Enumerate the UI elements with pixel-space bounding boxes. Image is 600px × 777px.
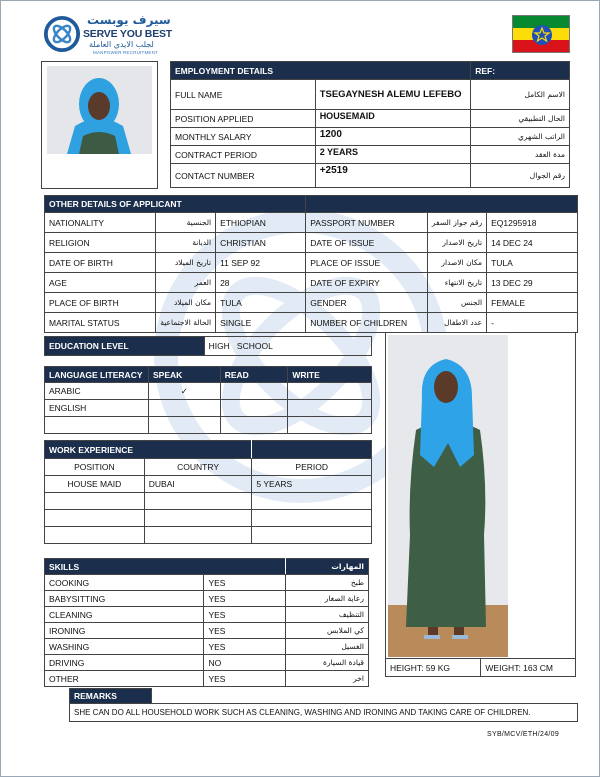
nationality-label: NATIONALITY xyxy=(45,213,156,233)
skill-arabic-name: كي الملابس xyxy=(286,623,369,639)
remarks-header-spacer xyxy=(151,689,577,704)
period-column-header: PERIOD xyxy=(252,459,372,476)
speak-value xyxy=(148,417,220,434)
other-details-header-fill xyxy=(306,196,578,213)
flag-emblem-icon xyxy=(532,25,552,45)
religion-arabic-label: الديانة xyxy=(156,233,216,253)
read-value xyxy=(220,400,288,417)
speak-check-icon: ✓ xyxy=(148,383,220,400)
marital-status-value: SINGLE xyxy=(216,313,306,333)
place-of-issue-arabic-label: مكان الاصدار xyxy=(427,253,486,273)
position-applied-arabic-label: الحال التطبيقي xyxy=(471,110,570,128)
place-of-birth-value: TULA xyxy=(216,293,306,313)
skill-value: YES xyxy=(204,671,286,687)
passport-number-arabic-label: رقم جواز السفر xyxy=(427,213,486,233)
work-position xyxy=(45,493,145,510)
work-position: HOUSE MAID xyxy=(45,476,145,493)
skill-arabic-name: رعاية الصغار xyxy=(286,591,369,607)
work-experience-header-fill xyxy=(252,441,372,459)
date-of-birth-value: 11 SEP 92 xyxy=(216,253,306,273)
skill-name: WASHING xyxy=(45,639,204,655)
skill-name: COOKING xyxy=(45,575,204,591)
contact-number-value: +2519 xyxy=(315,164,471,188)
position-applied-value: HOUSEMAID xyxy=(315,110,471,128)
other-details-header: OTHER DETAILS OF APPLICANT xyxy=(45,196,306,213)
other-details-table xyxy=(44,195,578,333)
skills-arabic-header: المهارات xyxy=(286,559,369,575)
skill-arabic-name: طبخ xyxy=(286,575,369,591)
date-of-issue-value: 14 DEC 24 xyxy=(487,233,578,253)
nationality-value: ETHIOPIAN xyxy=(216,213,306,233)
number-of-children-value: - xyxy=(487,313,578,333)
place-of-birth-arabic-label: مكان الميلاد xyxy=(156,293,216,313)
marital-status-arabic-label: الحالة الاجتماعية xyxy=(156,313,216,333)
country-column-header: COUNTRY xyxy=(144,459,252,476)
skill-name: DRIVING xyxy=(45,655,204,671)
physical-stats-table xyxy=(385,658,576,677)
skill-value: YES xyxy=(204,591,286,607)
speak-header: SPEAK xyxy=(148,367,220,383)
age-arabic-label: العمر xyxy=(156,273,216,293)
weight-value: WEIGHT: 163 CM xyxy=(481,659,576,677)
age-label: AGE xyxy=(45,273,156,293)
logo-arabic-subtitle: لجلب الايدي العاملة xyxy=(89,40,154,49)
logo-english-name: SERVE YOU BEST xyxy=(83,28,173,40)
work-position xyxy=(45,527,145,544)
remarks-header: REMARKS xyxy=(70,689,152,704)
remarks-table xyxy=(69,688,578,722)
language-name: ARABIC xyxy=(45,383,149,400)
education-table xyxy=(44,336,372,356)
gender-arabic-label: الجنس xyxy=(427,293,486,313)
skills-header: SKILLS xyxy=(45,559,286,575)
skills-table xyxy=(44,558,369,687)
gender-value: FEMALE xyxy=(487,293,578,313)
religion-label: RELIGION xyxy=(45,233,156,253)
monthly-salary-value: 1200 xyxy=(315,128,471,146)
skill-value: YES xyxy=(204,607,286,623)
employment-details-header: EMPLOYMENT DETAILS xyxy=(171,62,471,80)
number-of-children-arabic-label: عدد الاطفال xyxy=(427,313,486,333)
write-value xyxy=(288,383,372,400)
full-name-value: TSEGAYNESH ALEMU LEFEBO xyxy=(315,80,471,110)
work-period: 5 YEARS xyxy=(252,476,372,493)
skill-value: YES xyxy=(204,639,286,655)
ref-label: REF: xyxy=(471,62,570,80)
position-column-header: POSITION xyxy=(45,459,145,476)
date-of-expiry-label: DATE OF EXPIRY xyxy=(306,273,428,293)
speak-value xyxy=(148,400,220,417)
skill-value: NO xyxy=(204,655,286,671)
language-name xyxy=(45,417,149,434)
read-value xyxy=(220,417,288,434)
passport-number-value: EQ1295918 xyxy=(487,213,578,233)
skill-arabic-name: التنظيف xyxy=(286,607,369,623)
gender-label: GENDER xyxy=(306,293,428,313)
skill-name: CLEANING xyxy=(45,607,204,623)
place-of-issue-label: PLACE OF ISSUE xyxy=(306,253,428,273)
monthly-salary-label: MONTHLY SALARY xyxy=(171,128,316,146)
work-country xyxy=(144,527,252,544)
number-of-children-label: NUMBER OF CHILDREN xyxy=(306,313,428,333)
contract-period-label: CONTRACT PERIOD xyxy=(171,146,316,164)
contact-number-label: CONTACT NUMBER xyxy=(171,164,316,188)
religion-value: CHRISTIAN xyxy=(216,233,306,253)
work-country: DUBAI xyxy=(144,476,252,493)
skill-name: BABYSITTING xyxy=(45,591,204,607)
company-logo xyxy=(43,13,173,57)
language-literacy-header: LANGUAGE LITERACY xyxy=(45,367,149,383)
contract-period-arabic-label: مدة العقد xyxy=(471,146,570,164)
date-of-birth-arabic-label: تاريخ الميلاد xyxy=(156,253,216,273)
height-value: HEIGHT: 59 KG xyxy=(386,659,481,677)
skill-value: YES xyxy=(204,575,286,591)
write-value xyxy=(288,417,372,434)
remarks-text: SHE CAN DO ALL HOUSEHOLD WORK SUCH AS CLEANING, WASHING AND IRONING AND TAKING CARE OF CHILDREN. xyxy=(70,704,578,722)
place-of-birth-label: PLACE OF BIRTH xyxy=(45,293,156,313)
full-body-photo xyxy=(388,335,508,657)
language-name: ENGLISH xyxy=(45,400,149,417)
date-of-issue-label: DATE OF ISSUE xyxy=(306,233,428,253)
logo-arabic-name: سيرف يوبست xyxy=(87,13,171,27)
date-of-issue-arabic-label: تاريخ الاصدار xyxy=(427,233,486,253)
work-period xyxy=(252,510,372,527)
contact-number-arabic-label: رقم الجوال xyxy=(471,164,570,188)
nationality-arabic-label: الجنسية xyxy=(156,213,216,233)
work-country xyxy=(144,493,252,510)
skill-arabic-name: اخر xyxy=(286,671,369,687)
language-literacy-table xyxy=(44,366,372,434)
position-applied-label: POSITION APPLIED xyxy=(171,110,316,128)
date-of-expiry-arabic-label: تاريخ الانتهاء xyxy=(427,273,486,293)
skill-value: YES xyxy=(204,623,286,639)
write-value xyxy=(288,400,372,417)
place-of-issue-value: TULA xyxy=(487,253,578,273)
education-level-label: EDUCATION LEVEL xyxy=(45,337,205,356)
work-period xyxy=(252,493,372,510)
work-position xyxy=(45,510,145,527)
passport-number-label: PASSPORT NUMBER xyxy=(306,213,428,233)
logo-subtitle: MANPOWER RECRUITMENT xyxy=(93,50,158,55)
employment-details-table xyxy=(170,61,570,188)
read-value xyxy=(220,383,288,400)
full-body-photo-frame xyxy=(385,332,576,677)
date-of-expiry-value: 13 DEC 29 xyxy=(487,273,578,293)
portrait-photo-frame xyxy=(41,61,158,189)
skill-arabic-name: الغسيل xyxy=(286,639,369,655)
full-name-label: FULL NAME xyxy=(171,80,316,110)
monthly-salary-arabic-label: الراتب الشهري xyxy=(471,128,570,146)
read-header: READ xyxy=(220,367,288,383)
work-country xyxy=(144,510,252,527)
contract-period-value: 2 YEARS xyxy=(315,146,471,164)
portrait-photo xyxy=(47,66,152,154)
full-name-arabic-label: الاسم الكامل xyxy=(471,80,570,110)
write-header: WRITE xyxy=(288,367,372,383)
work-experience-header: WORK EXPERIENCE xyxy=(45,441,252,459)
education-level-value: HIGH SCHOOL xyxy=(204,337,371,356)
marital-status-label: MARITAL STATUS xyxy=(45,313,156,333)
skill-name: IRONING xyxy=(45,623,204,639)
date-of-birth-label: DATE OF BIRTH xyxy=(45,253,156,273)
skill-arabic-name: قيادة السيارة xyxy=(286,655,369,671)
logo-emblem-icon xyxy=(43,15,81,53)
skill-name: OTHER xyxy=(45,671,204,687)
age-value: 28 xyxy=(216,273,306,293)
work-experience-table xyxy=(44,440,372,544)
reference-code: SYB/MCV/ETH/24/09 xyxy=(487,731,560,738)
ethiopia-flag-icon xyxy=(512,15,570,53)
work-period xyxy=(252,527,372,544)
